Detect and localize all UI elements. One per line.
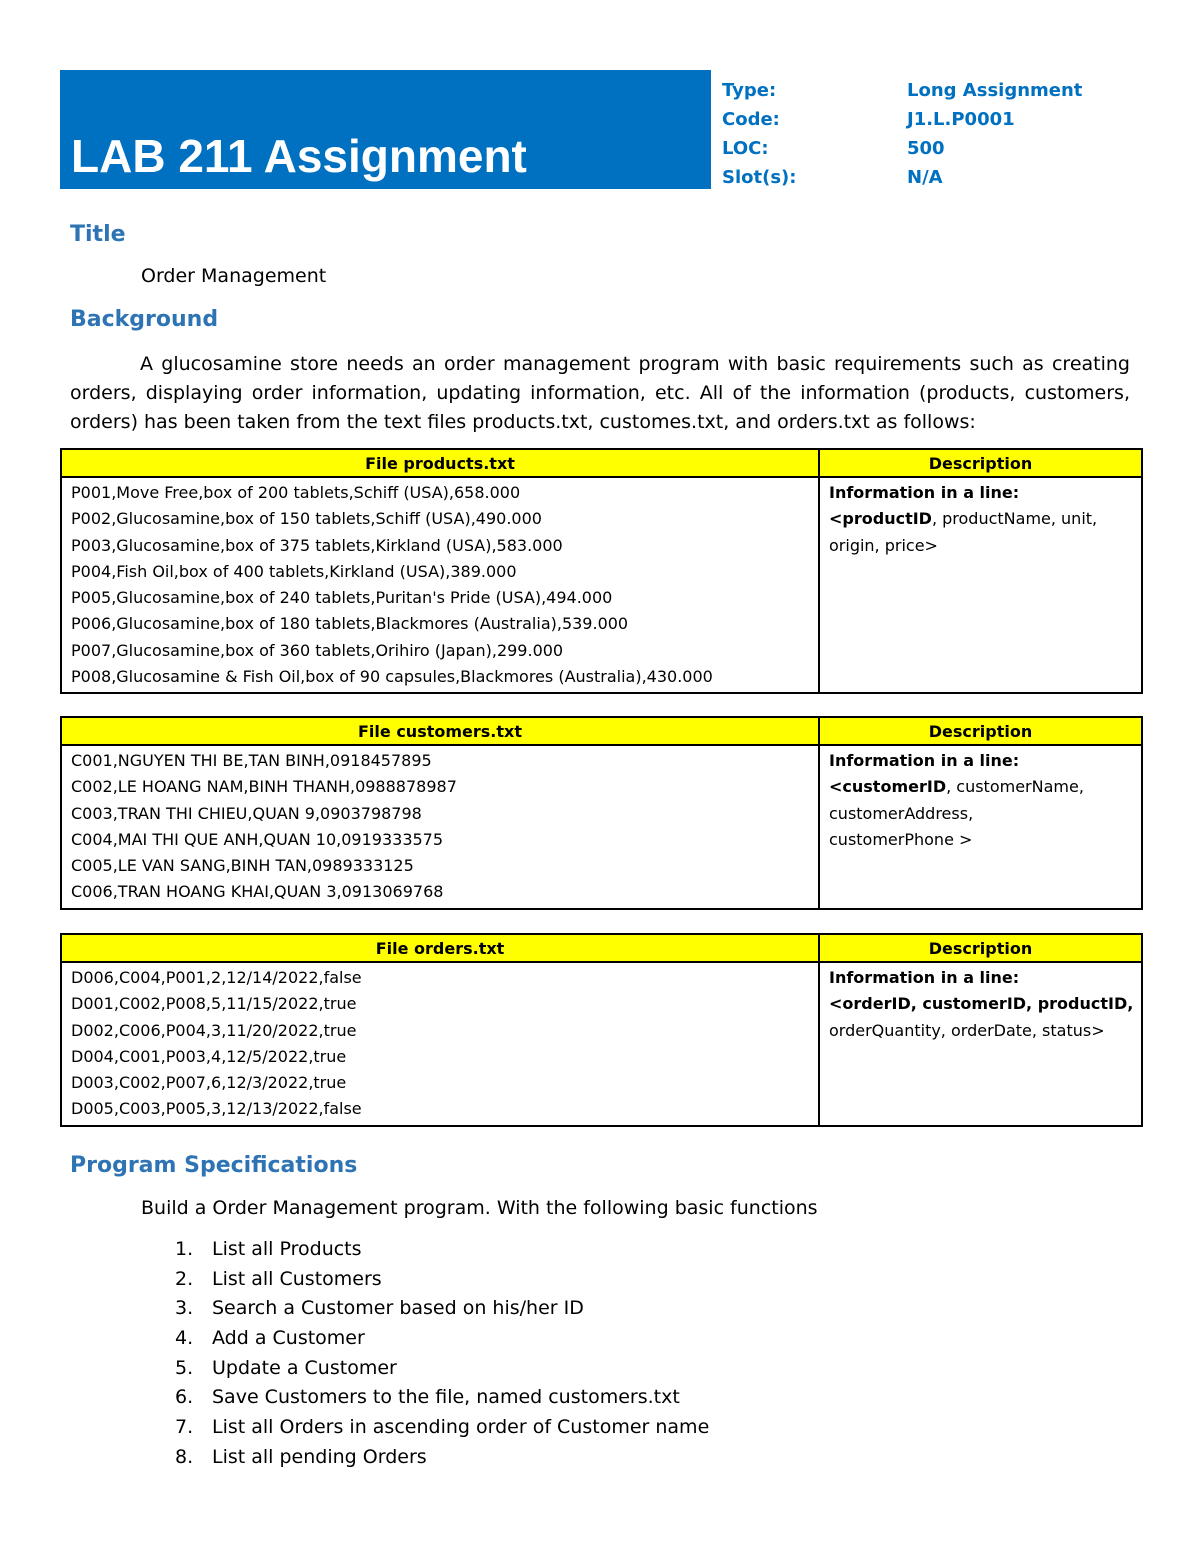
desc-label: Information in a line: (829, 751, 1020, 770)
desc-label: Information in a line: (829, 483, 1020, 502)
table-row: C001,NGUYEN THI BE,TAN BINH,0918457895 (71, 751, 432, 770)
specs-heading: Program Specifications (70, 1153, 358, 1178)
title-heading: Title (70, 222, 126, 247)
list-number: 2. (175, 1267, 194, 1290)
meta-row-loc (722, 134, 1082, 163)
list-number: 6. (175, 1386, 194, 1409)
meta-row-type (722, 76, 1082, 105)
desc-format-line: customerAddress, (829, 803, 974, 823)
background-text: A glucosamine store needs an order management program with basic requirements such as creating orders, displaying order information, updating information, etc. All of the information (products, customers, orders) has been taken from the text files products.txt, customes.txt, and orders.txt as follows: (70, 353, 1130, 433)
background-paragraph (70, 350, 1130, 437)
table-row: D001,C002,P008,5,11/15/2022,true (71, 994, 357, 1014)
table-row: C004,MAI THI QUE ANH,QUAN 10,0919333575 (71, 829, 444, 849)
assignment-meta (722, 76, 1082, 192)
table-row: P003,Glucosamine,box of 375 tablets,Kirkland (USA),583.000 (71, 535, 563, 555)
meta-value: N/A (907, 167, 943, 188)
list-item (175, 1235, 709, 1265)
page-title: LAB 211 Assignment (71, 130, 527, 182)
desc-format-line: origin, price> (829, 535, 938, 555)
list-text: List all Products (212, 1238, 362, 1260)
customers-file-header: File customers.txt (61, 717, 819, 745)
meta-row-code (722, 105, 1082, 134)
meta-label: Slot(s): (722, 167, 797, 188)
desc-format-line (829, 774, 1133, 800)
list-item (175, 1294, 709, 1324)
list-text: List all Orders in ascending order of Customer name (212, 1416, 710, 1439)
list-item (175, 1354, 709, 1384)
orders-lines-cell (61, 962, 819, 1126)
orders-file-header: File orders.txt (61, 934, 819, 962)
table-row: D004,C001,P003,4,12/5/2022,true (71, 1046, 347, 1066)
list-text: Save Customers to the file, named customers.txt (212, 1386, 680, 1409)
customers-lines-cell (61, 745, 819, 909)
background-heading: Background (70, 307, 219, 332)
desc-format-line: orderQuantity, orderDate, status> (829, 1020, 1105, 1040)
table-row: D005,C003,P005,3,12/13/2022,false (71, 1099, 362, 1119)
desc-bold: <orderID, customerID, productID, (829, 994, 1134, 1014)
table-row: C005,LE VAN SANG,BINH TAN,0989333125 (71, 856, 414, 876)
list-item (175, 1265, 709, 1295)
meta-value: 500 (907, 138, 945, 159)
orders-desc-header: Description (819, 934, 1142, 962)
meta-value: J1.L.P0001 (907, 109, 1015, 130)
table-row: P006,Glucosamine,box of 180 tablets,Blackmores (Australia),539.000 (71, 614, 629, 634)
products-table (60, 448, 1143, 694)
meta-label: Code: (722, 109, 780, 130)
meta-value: Long Assignment (907, 80, 1083, 101)
table-row: C006,TRAN HOANG KHAI,QUAN 3,0913069768 (71, 882, 444, 902)
desc-bold: <customerID (829, 777, 947, 797)
desc-bold: <productID (829, 509, 932, 529)
list-text: List all Customers (212, 1267, 382, 1290)
desc-rest: , customerName, (946, 777, 1084, 797)
desc-format-line: customerPhone > (829, 829, 973, 849)
desc-format-line (829, 506, 1133, 532)
meta-label: Type: (722, 80, 777, 101)
list-text: Add a Customer (212, 1327, 365, 1350)
table-row: C003,TRAN THI CHIEU,QUAN 9,0903798798 (71, 803, 422, 823)
customers-desc-header: Description (819, 717, 1142, 745)
list-number: 1. (175, 1238, 194, 1260)
table-row: P007,Glucosamine,box of 360 tablets,Orihiro (Japan),299.000 (71, 640, 564, 660)
customers-desc-cell (819, 745, 1142, 909)
list-item (175, 1443, 709, 1473)
customers-table (60, 716, 1143, 910)
table-row: D003,C002,P007,6,12/3/2022,true (71, 1073, 347, 1093)
specs-intro: Build a Order Management program. With the following basic functions (141, 1197, 818, 1219)
list-text: Update a Customer (212, 1356, 397, 1379)
list-number: 7. (175, 1416, 194, 1439)
title-banner (60, 70, 711, 189)
list-number: 4. (175, 1327, 194, 1350)
products-desc-cell (819, 477, 1142, 693)
table-row: P001,Move Free,box of 200 tablets,Schiff (USA),658.000 (71, 483, 521, 502)
list-number: 5. (175, 1356, 194, 1379)
products-desc-header: Description (819, 449, 1142, 477)
table-row: D002,C006,P004,3,11/20/2022,true (71, 1020, 357, 1040)
table-row: P004,Fish Oil,box of 400 tablets,Kirkland (USA),389.000 (71, 561, 517, 581)
list-item (175, 1413, 709, 1443)
list-item (175, 1383, 709, 1413)
table-row: D006,C004,P001,2,12/14/2022,false (71, 968, 362, 987)
desc-rest: , productName, unit, (931, 509, 1098, 529)
products-lines-cell (61, 477, 819, 693)
orders-desc-cell (819, 962, 1142, 1126)
function-list (175, 1235, 709, 1473)
table-row: P005,Glucosamine,box of 240 tablets,Puritan's Pride (USA),494.000 (71, 588, 613, 608)
title-text: Order Management (141, 265, 327, 287)
meta-row-slots (722, 163, 1082, 192)
table-row: C002,LE HOANG NAM,BINH THANH,0988878987 (71, 777, 457, 797)
orders-table (60, 933, 1143, 1127)
list-text: Search a Customer based on his/her ID (212, 1297, 584, 1320)
list-number: 3. (175, 1297, 194, 1320)
products-file-header: File products.txt (61, 449, 819, 477)
list-text: List all pending Orders (212, 1445, 427, 1468)
desc-label: Information in a line: (829, 968, 1020, 987)
table-row: P002,Glucosamine,box of 150 tablets,Schiff (USA),490.000 (71, 509, 542, 529)
list-item (175, 1324, 709, 1354)
list-number: 8. (175, 1445, 194, 1468)
meta-label: LOC: (722, 138, 769, 159)
table-row: P008,Glucosamine & Fish Oil,box of 90 capsules,Blackmores (Australia),430.000 (71, 667, 713, 687)
